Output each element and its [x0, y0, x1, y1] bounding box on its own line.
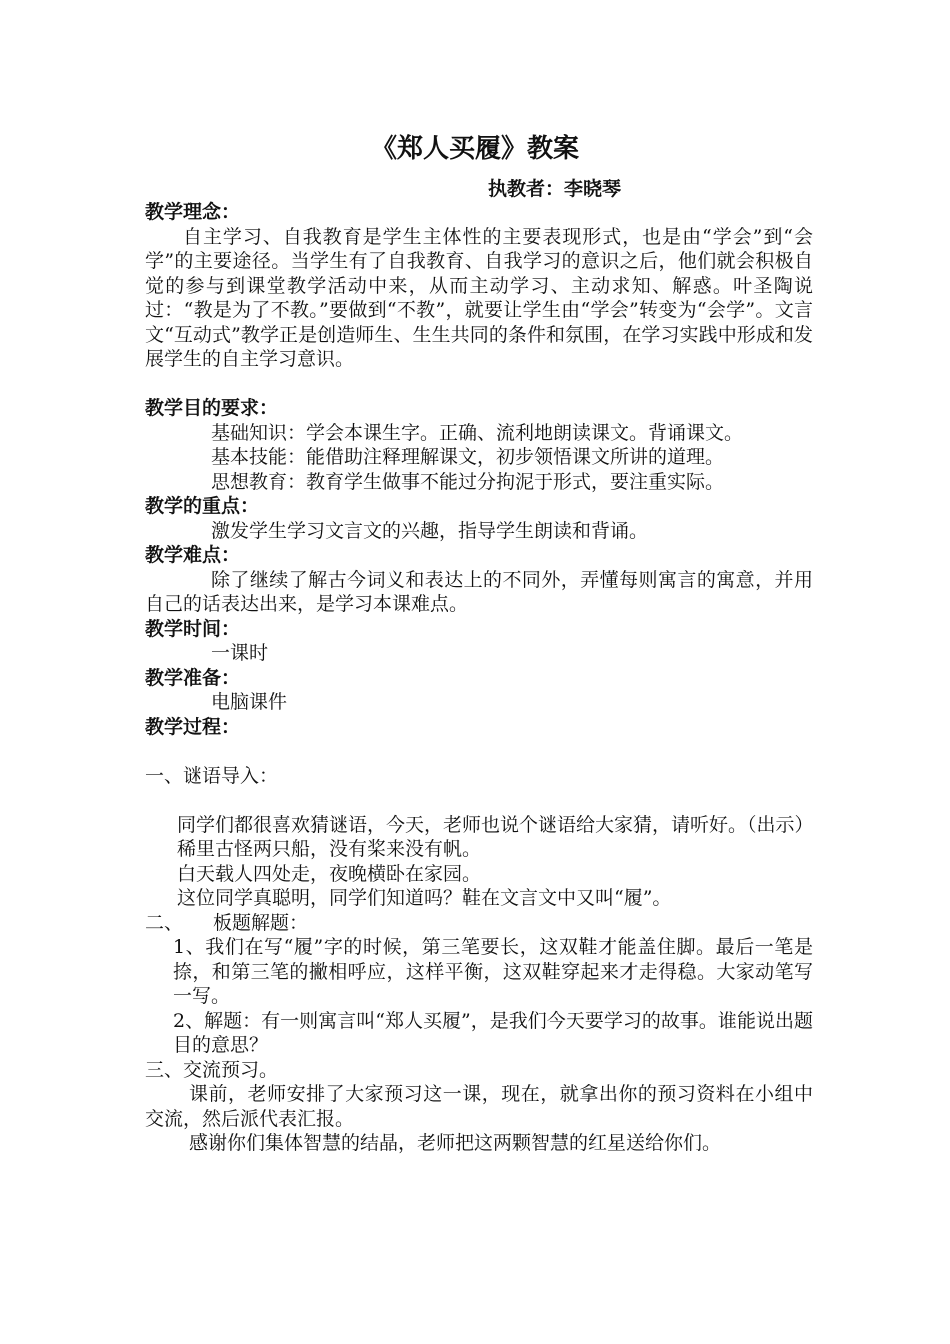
riddle-line: 白天载人四处走，夜晚横卧在家园。	[177, 862, 482, 885]
section2-number: 二、	[145, 911, 184, 934]
section2-item: 2、解题：有一则寓言叫“郑人买履”，是我们今天要学习的故事。谁能说出题目的意思？	[173, 1009, 813, 1056]
section1-intro: 同学们都很喜欢猜谜语，今天，老师也说个谜语给大家猜，请听好。（出示）	[177, 813, 814, 836]
process-heading: 教学过程：	[145, 715, 241, 738]
spacer	[145, 788, 813, 813]
difficulty-heading: 教学难点：	[145, 544, 241, 566]
prep-heading: 教学准备：	[145, 666, 241, 689]
concept-text: 自主学习、自我教育是学生主体性的主要表现形式，也是由“学会”到“会学”的主要途径。当学生有了自我教育、自我学习的意识之后，他们就会积极自觉的参与到课堂教学活动中来，从而主动学习、主动求知、解惑。叶圣陶说过：“教是为了不教。”要做到“不教”，就要让学生由“学会”转变为“会学”。文言文“互动式”教学正是创造师生、生生共同的条件和氛围，在学习实践中形成和发展学生的自主学习意识。	[145, 225, 813, 370]
time-text: 一课时	[211, 642, 269, 664]
author-line: 执教者：李晓琴	[488, 178, 622, 200]
section2-title: 板题解题：	[213, 911, 309, 934]
prep-text: 电脑课件	[211, 691, 288, 713]
goal-item: 基础知识：学会本课生字。正确、流利地朗读课文。背诵课文。	[211, 421, 744, 444]
section3-para: 课前，老师安排了大家预习这一课，现在，就拿出你的预习资料在小组中交流，然后派代表汇报。	[145, 1083, 813, 1130]
section1-title: 一、谜语导入：	[145, 764, 279, 787]
goals-heading: 教学目的要求：	[145, 397, 279, 419]
section3-title: 三、交流预习。	[145, 1058, 279, 1081]
key-point-text: 激发学生学习文言文的兴趣，指导学生朗读和背诵。	[211, 519, 649, 542]
riddle-line: 稀里古怪两只船，没有桨来没有帆。	[177, 838, 482, 860]
difficulty-text: 除了继续了解古今词义和表达上的不同外，弄懂每则寓言的寓意，并用自己的话表达出来，是学习本课难点。	[145, 568, 813, 615]
section3-para: 感谢你们集体智慧的结晶，老师把这两颗智慧的红星送给你们。	[189, 1132, 722, 1154]
goal-item: 基本技能：能借助注释理解课文，初步领悟课文所讲的道理。	[211, 446, 725, 468]
spacer	[145, 372, 813, 397]
spacer	[145, 739, 813, 764]
document-title: 《郑人买履》教案	[370, 134, 579, 164]
time-heading: 教学时间：	[145, 617, 241, 640]
concept-heading: 教学理念：	[145, 201, 241, 223]
goal-item: 思想教育：教育学生做事不能过分拘泥于形式，要注重实际。	[211, 470, 725, 493]
section2-item: 1、我们在写“履”字的时候，第三笔要长，这双鞋才能盖住脚。最后一笔是捺，和第三笔的撇相呼应，这样平衡，这双鞋穿起来才走得稳。大家动笔写一写。	[173, 936, 813, 1007]
section2-title-row	[145, 911, 813, 936]
section1-answer: 这位同学真聪明，同学们知道吗？鞋在文言文中又叫“履”。	[177, 887, 672, 909]
document-body	[145, 200, 813, 1156]
key-point-heading: 教学的重点：	[145, 495, 260, 517]
